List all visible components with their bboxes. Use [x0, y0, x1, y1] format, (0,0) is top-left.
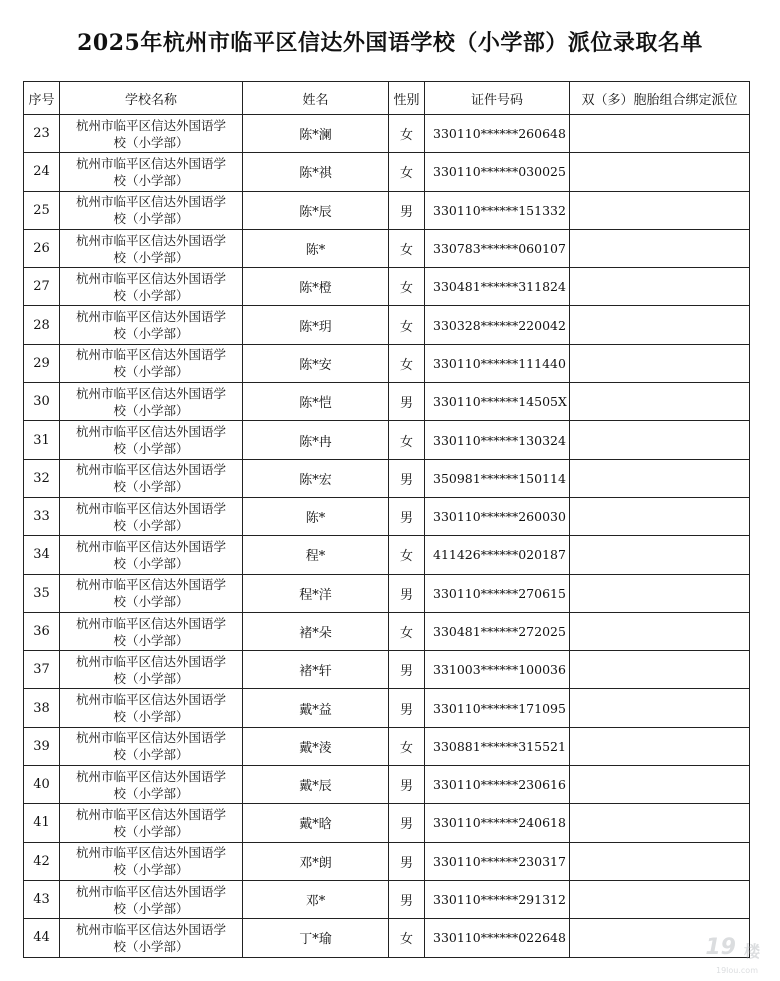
school-line-2: 校（小学部） — [113, 517, 189, 533]
row-no: 28 — [24, 306, 60, 344]
watermark-text: 楼 — [743, 942, 760, 961]
row-no: 34 — [24, 536, 60, 574]
row-no: 33 — [24, 497, 60, 535]
row-twin-note — [570, 115, 750, 153]
school-line-1: 杭州市临平区信达外国语学 — [75, 500, 226, 516]
school-line-1: 杭州市临平区信达外国语学 — [75, 615, 226, 631]
row-school — [60, 497, 243, 535]
row-name: 戴*辰 — [243, 766, 389, 804]
school-line-1: 杭州市临平区信达外国语学 — [75, 845, 226, 861]
row-id: 330110******171095 — [425, 689, 570, 727]
row-no: 38 — [24, 689, 60, 727]
row-no: 27 — [24, 268, 60, 306]
table-row — [24, 612, 750, 650]
row-twin-note — [570, 268, 750, 306]
row-name: 陈* — [243, 497, 389, 535]
school-line-1: 杭州市临平区信达外国语学 — [75, 768, 226, 784]
row-no: 36 — [24, 612, 60, 650]
row-gender: 女 — [389, 306, 425, 344]
row-name: 陈*祺 — [243, 153, 389, 191]
table-row — [24, 804, 750, 842]
row-gender: 女 — [389, 612, 425, 650]
row-id: 330110******240618 — [425, 804, 570, 842]
row-twin-note — [570, 612, 750, 650]
row-school — [60, 689, 243, 727]
row-school — [60, 459, 243, 497]
row-school — [60, 383, 243, 421]
row-name: 戴*晗 — [243, 804, 389, 842]
row-school — [60, 115, 243, 153]
row-twin-note — [570, 727, 750, 765]
row-gender: 男 — [389, 574, 425, 612]
row-twin-note — [570, 191, 750, 229]
table-row — [24, 268, 750, 306]
row-no: 43 — [24, 880, 60, 918]
row-id: 330110******230317 — [425, 842, 570, 880]
row-name: 陈*宏 — [243, 459, 389, 497]
table-row — [24, 421, 750, 459]
row-id: 330110******270615 — [425, 574, 570, 612]
school-line-2: 校（小学部） — [113, 709, 189, 725]
row-gender: 女 — [389, 536, 425, 574]
row-gender: 男 — [389, 459, 425, 497]
school-line-2: 校（小学部） — [113, 594, 189, 610]
row-twin-note — [570, 383, 750, 421]
row-name: 陈*玥 — [243, 306, 389, 344]
school-line-1: 杭州市临平区信达外国语学 — [75, 921, 226, 937]
school-line-2: 校（小学部） — [113, 172, 189, 188]
row-gender: 男 — [389, 651, 425, 689]
table-row — [24, 880, 750, 918]
row-twin-note — [570, 574, 750, 612]
row-school — [60, 804, 243, 842]
row-id: 330110******022648 — [425, 919, 570, 957]
row-name: 邓*朗 — [243, 842, 389, 880]
school-line-2: 校（小学部） — [113, 402, 189, 418]
row-gender: 女 — [389, 229, 425, 267]
row-name: 程*洋 — [243, 574, 389, 612]
school-line-2: 校（小学部） — [113, 670, 189, 686]
school-line-1: 杭州市临平区信达外国语学 — [75, 117, 226, 133]
row-no: 29 — [24, 344, 60, 382]
row-gender: 男 — [389, 804, 425, 842]
school-line-2: 校（小学部） — [113, 747, 189, 763]
row-school — [60, 574, 243, 612]
row-twin-note — [570, 689, 750, 727]
row-id: 330110******260030 — [425, 497, 570, 535]
table-row — [24, 574, 750, 612]
row-id: 330110******151332 — [425, 191, 570, 229]
row-id: 330110******111440 — [425, 344, 570, 382]
table-row — [24, 306, 750, 344]
row-name: 陈*辰 — [243, 191, 389, 229]
row-name: 戴*淩 — [243, 727, 389, 765]
row-id: 330110******260648 — [425, 115, 570, 153]
row-twin-note — [570, 880, 750, 918]
header-school: 学校名称 — [60, 82, 243, 115]
row-school — [60, 536, 243, 574]
row-name: 丁*瑜 — [243, 919, 389, 957]
table-row — [24, 383, 750, 421]
row-no: 31 — [24, 421, 60, 459]
header-name: 姓名 — [243, 82, 389, 115]
row-name: 陈* — [243, 229, 389, 267]
row-gender: 男 — [389, 191, 425, 229]
row-name: 戴*益 — [243, 689, 389, 727]
school-line-2: 校（小学部） — [113, 479, 189, 495]
row-id: 330481******311824 — [425, 268, 570, 306]
row-school — [60, 153, 243, 191]
row-name: 程* — [243, 536, 389, 574]
school-line-2: 校（小学部） — [113, 211, 189, 227]
school-line-2: 校（小学部） — [113, 364, 189, 380]
row-id: 330481******272025 — [425, 612, 570, 650]
row-twin-note — [570, 306, 750, 344]
school-line-2: 校（小学部） — [113, 249, 189, 265]
table-row — [24, 229, 750, 267]
school-line-2: 校（小学部） — [113, 938, 189, 954]
row-id: 330783******060107 — [425, 229, 570, 267]
row-no: 32 — [24, 459, 60, 497]
row-no: 41 — [24, 804, 60, 842]
row-gender: 男 — [389, 842, 425, 880]
row-twin-note — [570, 459, 750, 497]
row-no: 24 — [24, 153, 60, 191]
school-line-1: 杭州市临平区信达外国语学 — [75, 155, 226, 171]
table-row — [24, 115, 750, 153]
row-name: 陈*冉 — [243, 421, 389, 459]
row-school — [60, 727, 243, 765]
row-twin-note — [570, 497, 750, 535]
school-line-2: 校（小学部） — [113, 785, 189, 801]
school-line-1: 杭州市临平区信达外国语学 — [75, 385, 226, 401]
row-school — [60, 919, 243, 957]
row-id: 330110******230616 — [425, 766, 570, 804]
table-row — [24, 153, 750, 191]
table-row — [24, 191, 750, 229]
row-id: 330881******315521 — [425, 727, 570, 765]
school-line-1: 杭州市临平区信达外国语学 — [75, 692, 226, 708]
row-twin-note — [570, 344, 750, 382]
row-school — [60, 344, 243, 382]
school-line-2: 校（小学部） — [113, 555, 189, 571]
school-line-1: 杭州市临平区信达外国语学 — [75, 806, 226, 822]
row-no: 42 — [24, 842, 60, 880]
row-name: 邓* — [243, 880, 389, 918]
school-line-1: 杭州市临平区信达外国语学 — [75, 270, 226, 286]
row-school — [60, 191, 243, 229]
row-no: 44 — [24, 919, 60, 957]
row-gender: 男 — [389, 383, 425, 421]
school-line-2: 校（小学部） — [113, 632, 189, 648]
school-line-2: 校（小学部） — [113, 900, 189, 916]
table-row — [24, 689, 750, 727]
row-school — [60, 842, 243, 880]
row-no: 37 — [24, 651, 60, 689]
school-line-1: 杭州市临平区信达外国语学 — [75, 424, 226, 440]
row-name: 陈*恺 — [243, 383, 389, 421]
row-school — [60, 229, 243, 267]
row-no: 26 — [24, 229, 60, 267]
row-id: 330328******220042 — [425, 306, 570, 344]
row-no: 25 — [24, 191, 60, 229]
school-line-2: 校（小学部） — [113, 823, 189, 839]
row-name: 陈*安 — [243, 344, 389, 382]
row-gender: 女 — [389, 727, 425, 765]
header-gender: 性别 — [389, 82, 425, 115]
row-gender: 男 — [389, 880, 425, 918]
row-gender: 女 — [389, 115, 425, 153]
row-id: 330110******130324 — [425, 421, 570, 459]
row-no: 40 — [24, 766, 60, 804]
header-twin-note: 双（多）胞胎组合绑定派位 — [570, 82, 750, 115]
row-no: 39 — [24, 727, 60, 765]
school-line-2: 校（小学部） — [113, 326, 189, 342]
school-line-1: 杭州市临平区信达外国语学 — [75, 194, 226, 210]
row-twin-note — [570, 153, 750, 191]
school-line-2: 校（小学部） — [113, 441, 189, 457]
header-no: 序号 — [24, 82, 60, 115]
row-gender: 男 — [389, 689, 425, 727]
row-gender: 女 — [389, 153, 425, 191]
table-row — [24, 842, 750, 880]
watermark-url: 19lou.com — [716, 966, 758, 975]
row-name: 褚*朵 — [243, 612, 389, 650]
table-header-row — [24, 82, 750, 115]
row-id: 331003******100036 — [425, 651, 570, 689]
row-gender: 男 — [389, 497, 425, 535]
school-line-1: 杭州市临平区信达外国语学 — [75, 883, 226, 899]
row-twin-note — [570, 651, 750, 689]
table-row — [24, 727, 750, 765]
table-row — [24, 766, 750, 804]
school-line-2: 校（小学部） — [113, 134, 189, 150]
row-id: 330110******030025 — [425, 153, 570, 191]
row-school — [60, 880, 243, 918]
row-gender: 男 — [389, 766, 425, 804]
admission-table — [23, 81, 750, 958]
row-school — [60, 421, 243, 459]
row-twin-note — [570, 804, 750, 842]
row-name: 褚*轩 — [243, 651, 389, 689]
row-name: 陈*橙 — [243, 268, 389, 306]
row-no: 23 — [24, 115, 60, 153]
table-row — [24, 344, 750, 382]
row-twin-note — [570, 421, 750, 459]
table-row — [24, 497, 750, 535]
row-school — [60, 306, 243, 344]
header-id: 证件号码 — [425, 82, 570, 115]
school-line-1: 杭州市临平区信达外国语学 — [75, 730, 226, 746]
page-title: 2025年杭州市临平区信达外国语学校（小学部）派位录取名单 — [77, 30, 703, 56]
row-twin-note — [570, 766, 750, 804]
school-line-1: 杭州市临平区信达外国语学 — [75, 462, 226, 478]
row-name: 陈*澜 — [243, 115, 389, 153]
row-id: 411426******020187 — [425, 536, 570, 574]
table-row — [24, 651, 750, 689]
row-school — [60, 766, 243, 804]
row-gender: 女 — [389, 421, 425, 459]
table-row — [24, 459, 750, 497]
row-twin-note — [570, 229, 750, 267]
school-line-1: 杭州市临平区信达外国语学 — [75, 347, 226, 363]
table-row — [24, 536, 750, 574]
row-school — [60, 612, 243, 650]
row-twin-note — [570, 842, 750, 880]
school-line-2: 校（小学部） — [113, 287, 189, 303]
row-no: 35 — [24, 574, 60, 612]
row-twin-note — [570, 536, 750, 574]
row-id: 350981******150114 — [425, 459, 570, 497]
school-line-1: 杭州市临平区信达外国语学 — [75, 653, 226, 669]
school-line-1: 杭州市临平区信达外国语学 — [75, 232, 226, 248]
row-id: 330110******291312 — [425, 880, 570, 918]
site-watermark — [692, 935, 762, 975]
row-gender: 女 — [389, 919, 425, 957]
school-line-2: 校（小学部） — [113, 862, 189, 878]
watermark-number: 19 — [705, 935, 736, 960]
school-line-1: 杭州市临平区信达外国语学 — [75, 309, 226, 325]
table-row — [24, 919, 750, 957]
row-gender: 女 — [389, 344, 425, 382]
row-no: 30 — [24, 383, 60, 421]
row-id: 330110******14505X — [425, 383, 570, 421]
school-line-1: 杭州市临平区信达外国语学 — [75, 577, 226, 593]
row-gender: 女 — [389, 268, 425, 306]
row-school — [60, 651, 243, 689]
school-line-1: 杭州市临平区信达外国语学 — [75, 538, 226, 554]
row-school — [60, 268, 243, 306]
